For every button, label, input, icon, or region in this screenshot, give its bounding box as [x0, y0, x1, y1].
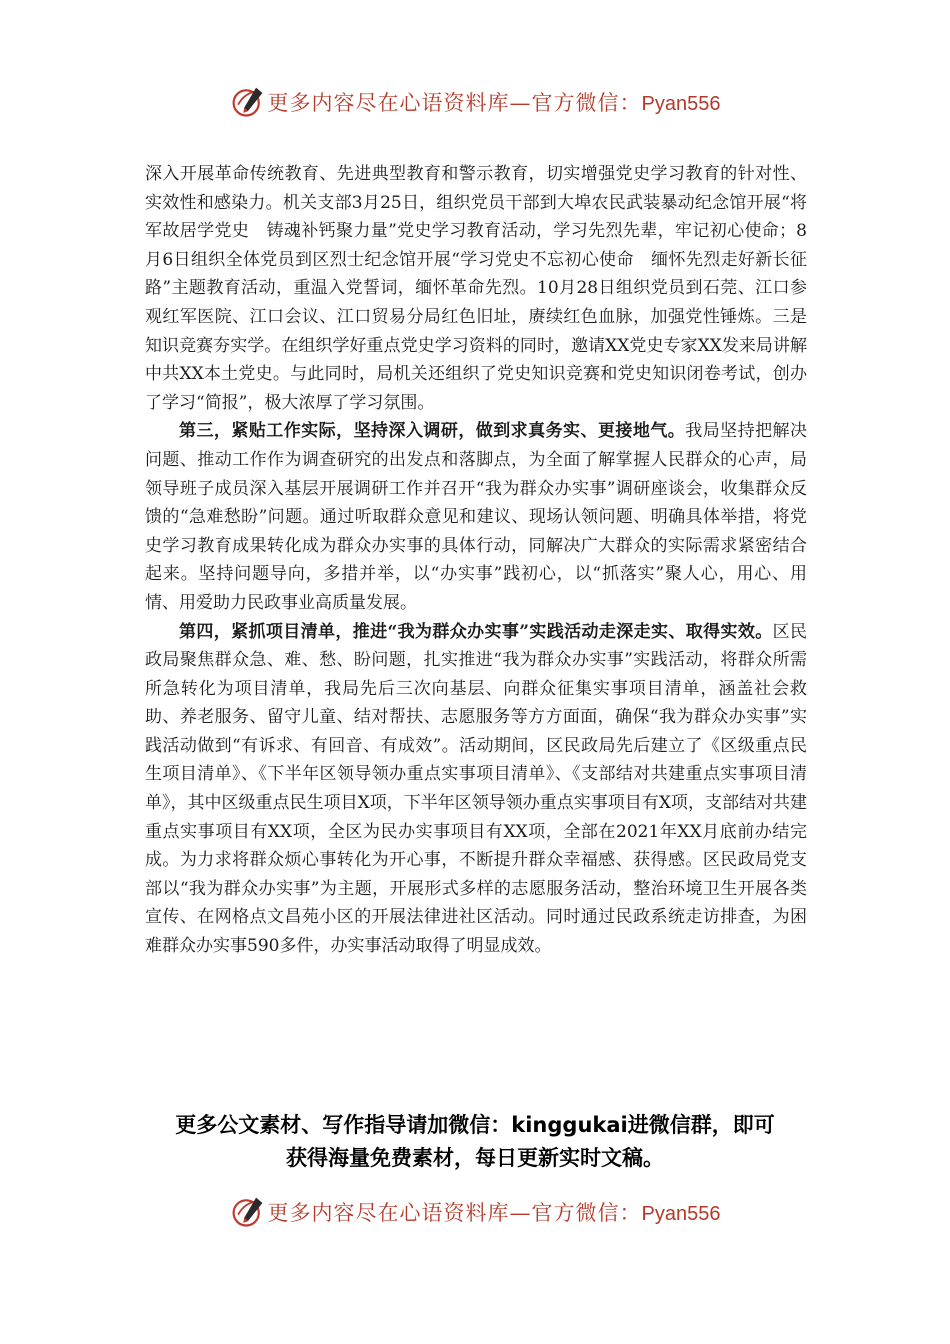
footer-note-line-2: 获得海量免费素材，每日更新实时文稿。	[286, 1146, 664, 1170]
paragraph-2-text: 我局坚持把解决问题、推动工作作为调查研究的出发点和落脚点，为全面了解掌握人民群众的心声，局领导班子成员深入基层开展调研工作并召开“我为群众办实事”调研座谈会，收集群众反馈的“急难愁盼”问题。通过听取群众意见和建议、现场认领问题、明确具体举措，将党史学习教育成果转化成为群众办实事的具体行动，同解决广大群众的实际需求紧密结合起来。坚持问题导向，多措并举，以“办实事”践初心，以“抓落实”聚人心，用心、用情、用爱助力民政事业高质量发展。	[145, 421, 808, 613]
footer-note	[100, 1109, 850, 1175]
pen-logo-icon	[230, 84, 266, 120]
footer-banner	[0, 1188, 950, 1236]
paragraph-3-text: 区民政局聚焦群众急、难、愁、盼问题，扎实推进“我为群众办实事”实践活动，将群众所需所急转化为项目清单，我局先后三次向基层、向群众征集实事项目清单，涵盖社会救助、养老服务、留守儿童、结对帮扶、志愿服务等方方面面，确保“我为群众办实事”实践活动做到“有诉求、有回音、有成效”。活动期间，区民政局先后建立了《区级重点民生项目清单》、《下半年区领导领办重点实事项目清单》、《支部结对共建重点实事项目清单》，其中区级重点民生项目X项，下半年区领导领办重点实事项目有X项，支部结对共建重点实事项目有XX项，全区为民办实事项目有XX项，全部在2021年XX月底前办结完成。为力求将群众烦心事转化为开心事，不断提升群众幸福感、获得感。区民政局党支部以“我为群众办实事”为主题，开展形式多样的志愿服务活动，整治环境卫生开展各类宣传、在网格点文昌苑小区的开展法律进社区活动。同时通过民政系统走访排查，为困难群众办实事590多件，办实事活动取得了明显成效。	[145, 621, 807, 957]
paragraph-2	[145, 417, 807, 617]
document-body	[145, 160, 807, 961]
footer-banner-text: 更多内容尽在心语资料库—官方微信：Pyan556	[267, 1201, 721, 1225]
paragraph-3	[145, 618, 807, 961]
paragraph-1: 深入开展革命传统教育、先进典型教育和警示教育，切实增强党史学习教育的针对性、实效性和感染力。机关支部3月25日，组织党员干部到大埠农民武装暴动纪念馆开展“将军故居学党史 铸魂补钙聚力量”党史学习教育活动，学习先烈先辈，牢记初心使命；8月6日组织全体党员到区烈士纪念馆开展“学习党史不忘初心使命 缅怀先烈走好新长征路”主题教育活动，重温入党誓词，缅怀革命先烈。10月28日组织党员到石莞、江口参观红军医院、江口会议、江口贸易分局红色旧址，赓续红色血脉，加强党性锤炼。三是知识竞赛夯实学。在组织学好重点党史学习资料的同时，邀请XX党史专家XX发来局讲解中共XX本土党史。与此同时，局机关还组织了党史知识竞赛和党史知识闭卷考试，创办了学习“简报”，极大浓厚了学习氛围。	[145, 164, 807, 413]
header-banner-text: 更多内容尽在心语资料库—官方微信：Pyan556	[267, 91, 721, 115]
header-banner	[0, 78, 950, 126]
header-wechat-id: Pyan556	[641, 93, 721, 115]
pen-logo-icon	[230, 1194, 266, 1230]
paragraph-3-heading: 第四，紧抓项目清单，推进“我为群众办实事”实践活动走深走实、取得实效。	[179, 621, 773, 642]
footer-wechat-id: Pyan556	[641, 1203, 721, 1225]
footer-note-line-1: 更多公文素材、写作指导请加微信：kinggukai进微信群，即可	[175, 1113, 775, 1137]
paragraph-2-heading: 第三，紧贴工作实际，坚持深入调研，做到求真务实、更接地气。	[179, 421, 686, 442]
